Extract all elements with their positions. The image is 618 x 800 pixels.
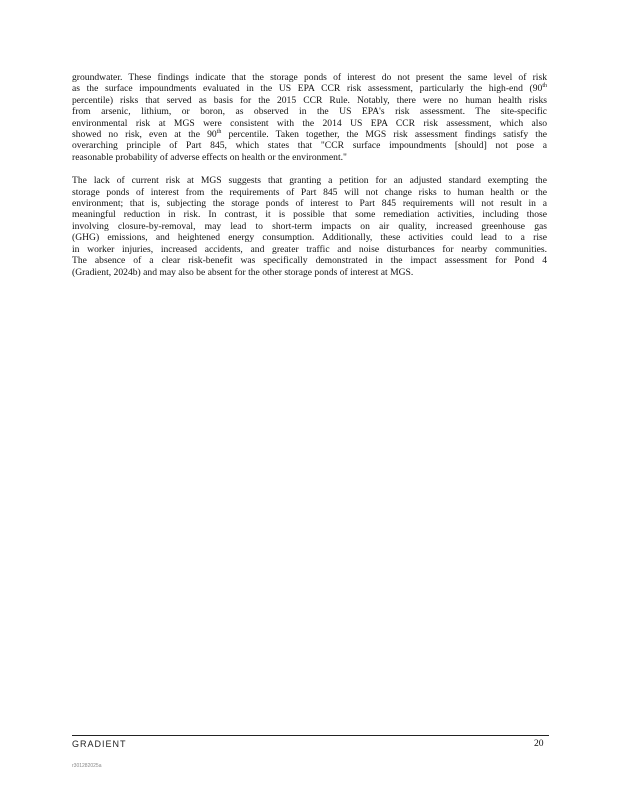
text-segment: percentile. Taken together, the MGS risk assessment findings satisfy the [221,129,548,141]
body-paragraph [72,72,547,163]
text-segment: showed no risk, even at the 90 [72,129,217,141]
superscript: th [542,83,547,90]
text-line [72,152,547,163]
gradient-logo: GRADIENT [72,739,127,749]
text-line [72,83,547,94]
text-segment: involving closure-by-removal, may lead to short-term impacts on air quality, increased greenhouse gas [72,220,547,232]
text-line [72,72,547,83]
text-segment: meaningful reduction in risk. In contrast, it is possible that some remediation activities, including those [72,209,547,221]
text-segment: environmental risk at MGS were consistent with the 2014 US EPA CCR risk assessment, which also [72,117,547,129]
text-line [72,198,547,209]
text-segment: The absence of a clear risk-benefit was specifically demonstrated in the impact assessment for Pond 4 [72,255,547,267]
text-segment: (Gradient, 2024b) and may also be absent for the other storage ponds of interest at MGS. [72,266,414,278]
text-segment: environment; that is, subjecting the storage ponds of interest to Part 845 requirements will not result in a [72,198,547,210]
footer-divider [72,735,549,736]
text-segment: percentile) risks that served as basis for the 2015 CCR Rule. Notably, there were no human health risks [72,94,547,106]
text-segment: The lack of current risk at MGS suggests that granting a petition for an adjusted standard exempting the [72,175,547,187]
page-number: 20 [534,738,544,749]
text-line [72,255,547,266]
text-line [72,175,547,186]
text-segment: groundwater. These findings indicate that the storage ponds of interest do not present the same level of risk [72,72,547,83]
text-line [72,244,547,255]
text-line [72,106,547,117]
text-line [72,221,547,232]
page-body [72,72,547,290]
body-paragraph [72,175,547,278]
text-line [72,95,547,106]
text-line [72,232,547,243]
text-line [72,267,547,278]
superscript: th [216,129,222,136]
text-segment: as the surface impoundments evaluated in the US EPA CCR risk assessment, particularly the high-end (90 [72,83,543,95]
text-segment: storage ponds of interest from the requirements of Part 845 will not change risks to human health or the [72,186,547,198]
text-line [72,209,547,220]
text-segment: overarching principle of Part 845, which states that "CCR surface impoundments [should] not pose a [72,140,547,152]
document-code: r301282025a [72,763,102,769]
text-segment: reasonable probability of adverse effects on health or the environment." [72,151,347,163]
text-segment: from arsenic, lithium, or boron, as observed in the US EPA's risk assessment. The site-specific [72,106,547,118]
text-line [72,140,547,151]
text-line [72,129,547,140]
text-line [72,187,547,198]
text-line [72,118,547,129]
text-segment: (GHG) emissions, and heightened energy consumption. Additionally, these activities could lead to a rise [72,232,547,244]
text-segment: in worker injuries, increased accidents, and greater traffic and noise disturbances for nearby communities. [72,243,547,255]
